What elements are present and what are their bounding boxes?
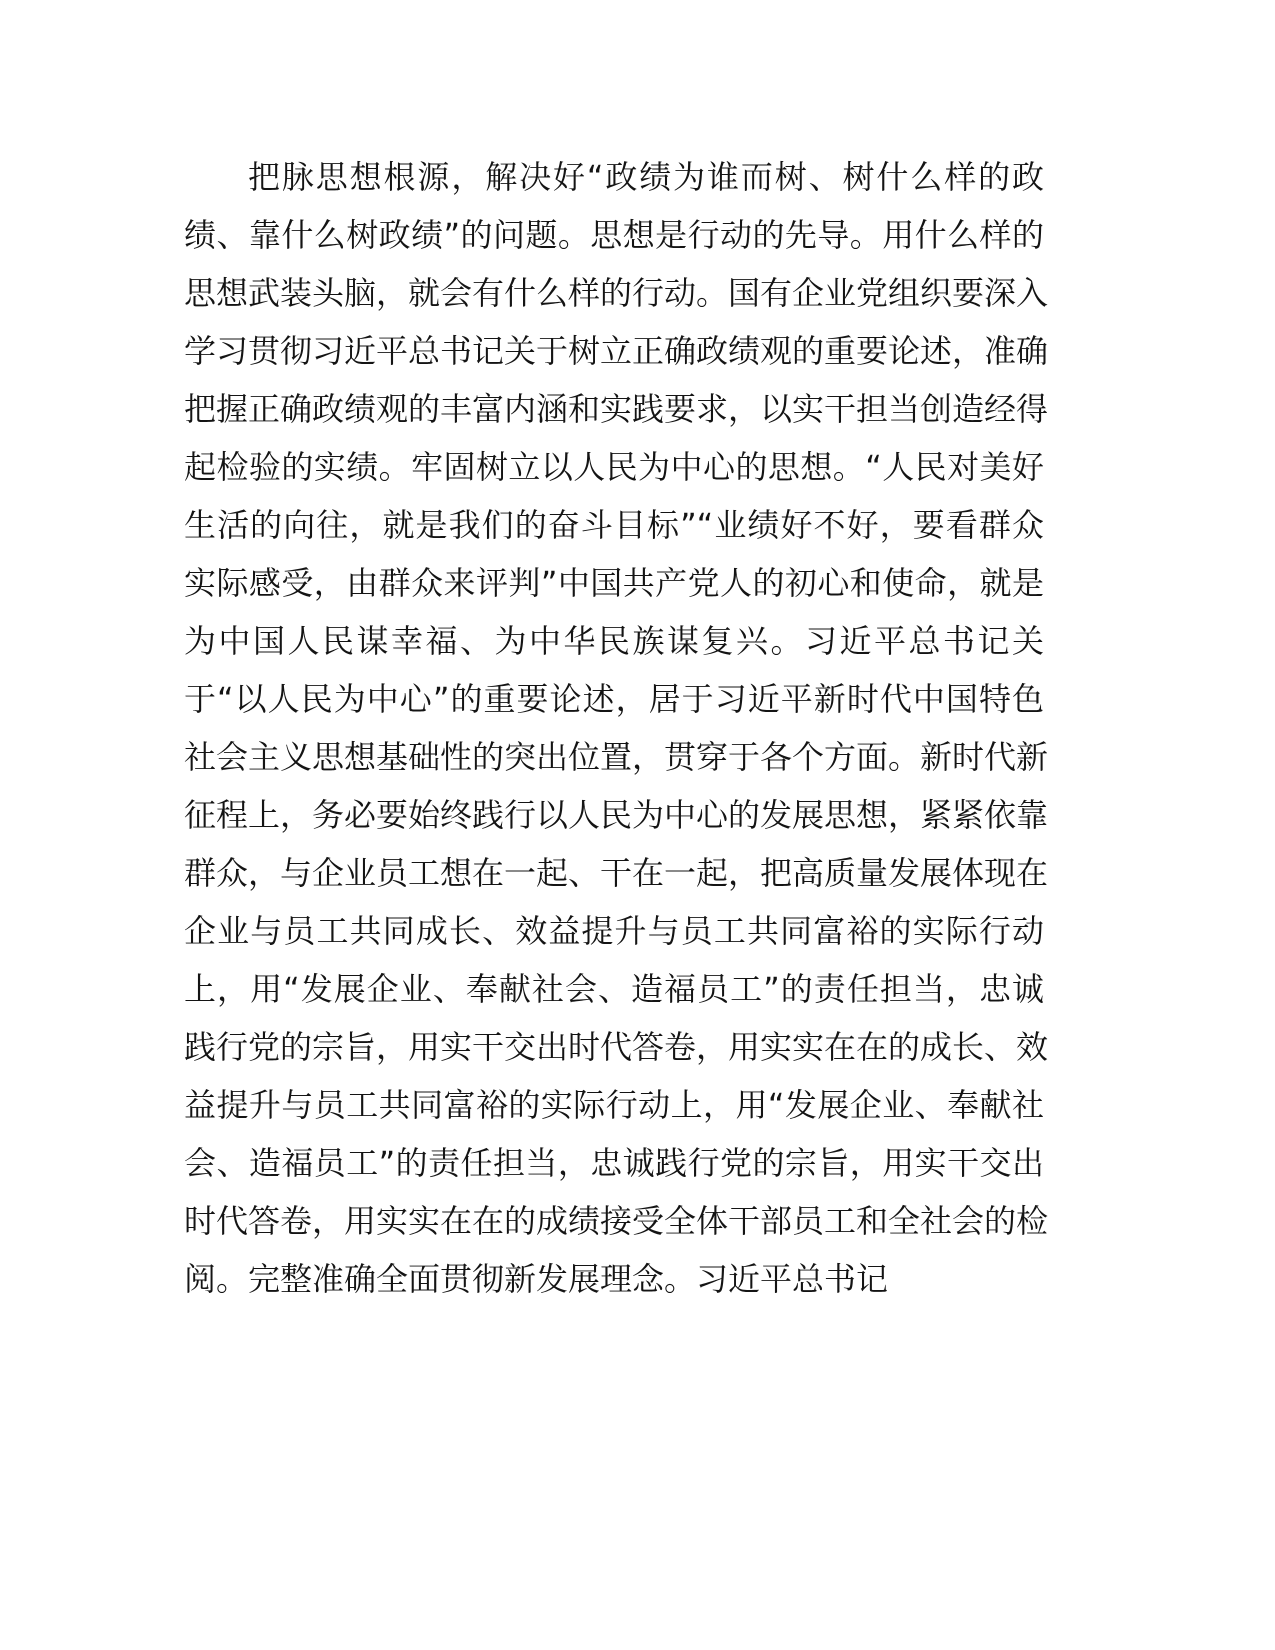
paragraph-line: 绩、靠什么树政绩”的问题。思想是行动的先导。用什么样的 <box>184 216 1044 254</box>
body-paragraph <box>184 148 1049 1308</box>
paragraph-line: 生活的向往，就是我们的奋斗目标”“业绩好不好，要看群众 <box>184 506 1044 544</box>
paragraph-line: 学习贯彻习近平总书记关于树立正确政绩观的重要论述，准确 <box>184 332 1049 370</box>
paragraph-line: 践行党的宗旨，用实干交出时代答卷，用实实在在的成长、效 <box>184 1028 1049 1066</box>
paragraph-line: 益提升与员工共同富裕的实际行动上，用“发展企业、奉献社 <box>184 1086 1044 1124</box>
paragraph-line: 实际感受，由群众来评判”中国共产党人的初心和使命，就是 <box>184 564 1044 602</box>
paragraph-line: 企业与员工共同成长、效益提升与员工共同富裕的实际行动 <box>184 912 1044 950</box>
paragraph-line: 思想武装头脑，就会有什么样的行动。国有企业党组织要深入 <box>184 274 1049 312</box>
paragraph-line: 群众，与企业员工想在一起、干在一起，把高质量发展体现在 <box>184 854 1049 892</box>
paragraph-line: 社会主义思想基础性的突出位置，贯穿于各个方面。新时代新 <box>184 738 1049 776</box>
paragraph-line: 时代答卷，用实实在在的成绩接受全体干部员工和全社会的检 <box>184 1202 1049 1240</box>
paragraph-line: 起检验的实绩。牢固树立以人民为中心的思想。“人民对美好 <box>184 448 1044 486</box>
paragraph-line: 为中国人民谋幸福、为中华民族谋复兴。习近平总书记关 <box>184 622 1044 660</box>
paragraph-line: 于“以人民为中心”的重要论述，居于习近平新时代中国特色 <box>184 680 1044 718</box>
paragraph-line: 把脉思想根源，解决好“政绩为谁而树、树什么样的政 <box>248 158 1044 196</box>
paragraph-line: 征程上，务必要始终践行以人民为中心的发展思想，紧紧依靠 <box>184 796 1049 834</box>
paragraph-line: 会、造福员工”的责任担当，忠诚践行党的宗旨，用实干交出 <box>184 1144 1044 1182</box>
paragraph-line: 阅。完整准确全面贯彻新发展理念。习近平总书记 <box>184 1260 889 1298</box>
paragraph-line: 把握正确政绩观的丰富内涵和实践要求，以实干担当创造经得 <box>184 390 1049 428</box>
paragraph-line: 上，用“发展企业、奉献社会、造福员工”的责任担当，忠诚 <box>184 970 1044 1008</box>
